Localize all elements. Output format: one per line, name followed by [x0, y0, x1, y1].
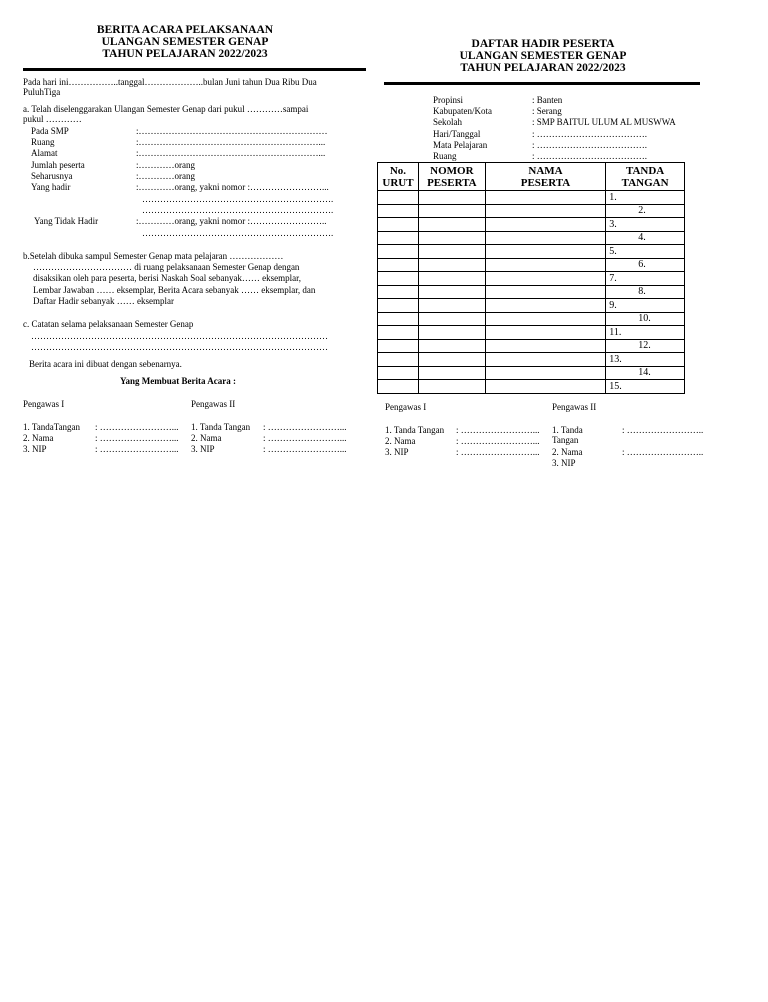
no-urut-cell [378, 366, 419, 380]
section-b-text: disaksikan oleh para peserta, berisi Naskah Soal sebanyak…… eksemplar, [33, 273, 302, 283]
nomor-peserta-cell [418, 218, 485, 232]
closing-statement: Berita acara ini dibuat dengan sebenarnya. [29, 359, 182, 369]
pengawas-title: Pengawas II [191, 399, 236, 409]
field-label: Yang hadir [31, 182, 71, 192]
table-row [378, 326, 685, 340]
nama-peserta-cell [485, 285, 605, 299]
name-field: : ……………………... [456, 436, 540, 446]
header-text: PESERTA [427, 176, 477, 189]
tanda-tangan-cell[interactable]: 7. [606, 272, 685, 286]
attendance-table [377, 162, 685, 394]
section-b-text: Daftar Hadir sebanyak …… eksemplar [33, 296, 174, 306]
title-divider [384, 82, 700, 85]
name-label: 2. Nama [552, 447, 583, 457]
section-a-text: pukul ………… [23, 114, 82, 124]
nomor-peserta-cell [418, 245, 485, 259]
tanda-tangan-cell[interactable]: 13. [606, 353, 685, 367]
title-divider [23, 68, 366, 71]
section-b-text: b.Setelah dibuka sampul Semester Genap mata pelajaran ……………… [23, 251, 284, 261]
nomor-peserta-cell [418, 366, 485, 380]
signers-heading: Yang Membuat Berita Acara : [120, 376, 236, 386]
tanda-tangan-cell[interactable]: 4. [606, 231, 685, 245]
tanda-tangan-cell[interactable]: 2. [606, 204, 685, 218]
tanda-tangan-cell[interactable]: 8. [606, 285, 685, 299]
nama-peserta-cell [485, 245, 605, 259]
nomor-peserta-cell [418, 204, 485, 218]
nama-peserta-cell [485, 299, 605, 313]
no-urut-cell [378, 204, 419, 218]
title-line: TAHUN PELAJARAN 2022/2023 [460, 62, 626, 74]
header-text: NOMOR [430, 164, 474, 177]
nomor-peserta-cell [418, 191, 485, 205]
info-value: : Banten [532, 95, 563, 105]
pengawas-title: Pengawas II [552, 402, 597, 412]
table-row [378, 191, 685, 205]
title-line: ULANGAN SEMESTER GENAP [101, 36, 269, 48]
table-row [378, 380, 685, 394]
nama-peserta-cell [485, 339, 605, 353]
no-urut-cell [378, 299, 419, 313]
signature-field: : ……………………... [456, 425, 540, 435]
signature-label: 1. Tanda [552, 425, 583, 435]
nomor-peserta-cell [418, 353, 485, 367]
field-value: :……………………………………………………... [136, 148, 326, 158]
header-nomor-peserta [418, 163, 485, 191]
section-b-text: Lembar Jawaban …… eksemplar, Berita Acara sebanyak …… eksemplar, dan [33, 285, 316, 295]
nama-peserta-cell [485, 326, 605, 340]
table-row [378, 258, 685, 272]
field-value: :……………………………………………………… [136, 126, 328, 136]
signature-label: Tangan [552, 435, 579, 445]
no-urut-cell [378, 285, 419, 299]
table-row [378, 299, 685, 313]
table-row [378, 312, 685, 326]
signature-field: : ……………………... [95, 422, 179, 432]
name-field: : ……………………... [95, 433, 179, 443]
name-label: 2. Nama [385, 436, 416, 446]
header-text: PESERTA [520, 176, 571, 189]
nomor-peserta-cell [418, 326, 485, 340]
field-value: :……………………………………………………... [136, 137, 326, 147]
signature-label: 1. Tanda Tangan [191, 422, 251, 432]
info-label: Sekolah [433, 117, 462, 127]
field-continuation: ………………………………………………………. [142, 228, 334, 238]
tanda-tangan-cell[interactable]: 11. [606, 326, 685, 340]
tanda-tangan-cell[interactable]: 5. [606, 245, 685, 259]
nip-label: 3. NIP [191, 444, 215, 454]
name-field: : ……………………... [263, 433, 347, 443]
nama-peserta-cell [485, 231, 605, 245]
table-row [378, 218, 685, 232]
nomor-peserta-cell [418, 258, 485, 272]
nip-label: 3. NIP [23, 444, 47, 454]
nip-label: 3. NIP [385, 447, 409, 457]
table-row [378, 245, 685, 259]
pengawas-title: Pengawas I [385, 402, 427, 412]
signature-field: : …………………….. [622, 425, 704, 435]
nama-peserta-cell [485, 218, 605, 232]
title-line: TAHUN PELAJARAN 2022/2023 [102, 48, 268, 60]
nama-peserta-cell [485, 366, 605, 380]
header-text: TANGAN [621, 176, 669, 189]
info-value: : ………………………………. [532, 129, 648, 139]
tanda-tangan-cell[interactable]: 15. [606, 380, 685, 394]
header-no-urut [378, 163, 419, 191]
field-label: Alamat [31, 148, 58, 158]
nomor-peserta-cell [418, 299, 485, 313]
section-a-text: a. Telah diselenggarakan Ulangan Semester Genap dari pukul …………sampai [23, 104, 309, 114]
nama-peserta-cell [485, 353, 605, 367]
title-line: DAFTAR HADIR PESERTA [471, 38, 615, 50]
nomor-peserta-cell [418, 231, 485, 245]
nip-field: : ……………………... [456, 447, 540, 457]
nama-peserta-cell [485, 204, 605, 218]
nama-peserta-cell [485, 258, 605, 272]
no-urut-cell [378, 245, 419, 259]
section-c-text: c. Catatan selama pelaksanaan Semester Genap [23, 319, 194, 329]
nomor-peserta-cell [418, 339, 485, 353]
no-urut-cell [378, 339, 419, 353]
tanda-tangan-cell[interactable]: 14. [606, 366, 685, 380]
section-b-text: …………………………… di ruang pelaksanaan Semester Genap dengan [33, 262, 300, 272]
title-line: ULANGAN SEMESTER GENAP [459, 50, 627, 62]
nama-peserta-cell [485, 312, 605, 326]
nomor-peserta-cell [418, 285, 485, 299]
tanda-tangan-cell[interactable]: 9. [606, 299, 685, 313]
table-row [378, 285, 685, 299]
header-tanda-tangan [606, 163, 685, 191]
header-text: URUT [382, 176, 414, 189]
nip-field: : ……………………... [263, 444, 347, 454]
no-urut-cell [378, 218, 419, 232]
signature-label: 1. TandaTangan [23, 422, 81, 432]
nama-peserta-cell [485, 272, 605, 286]
daftar-hadir-title [418, 38, 668, 74]
table-row [378, 366, 685, 380]
field-label: Pada SMP [31, 126, 69, 136]
notes-line: ……………………………………………………………………………………… [31, 342, 328, 352]
field-value: :…………orang, yakni nomor :…………………….. [136, 216, 327, 226]
intro-text: Pada hari ini……………..tanggal………………..bulan Juni tahun Dua Ribu Dua [23, 77, 317, 87]
info-label: Kabupaten/Kota [433, 106, 492, 116]
no-urut-cell [378, 272, 419, 286]
no-urut-cell [378, 258, 419, 272]
no-urut-cell [378, 326, 419, 340]
attendance-table-body [378, 191, 685, 394]
intro-text: PuluhTiga [23, 87, 61, 97]
header-text: TANDA [625, 164, 665, 177]
info-label: Hari/Tanggal [433, 129, 481, 139]
info-label: Ruang [433, 151, 457, 161]
berita-acara-title [60, 24, 310, 60]
notes-line: ……………………………………………………………………………………… [31, 331, 328, 341]
tanda-tangan-cell[interactable]: 1. [606, 191, 685, 205]
info-value: : ………………………………. [532, 140, 648, 150]
name-field: : …………………….. [622, 447, 704, 457]
table-header-row [378, 163, 685, 191]
info-value: : Serang [532, 106, 562, 116]
signature-label: 1. Tanda Tangan [385, 425, 445, 435]
table-row [378, 339, 685, 353]
header-text: No. [389, 164, 407, 177]
header-nama-peserta [485, 163, 605, 191]
signature-field: : ……………………... [263, 422, 347, 432]
name-label: 2. Nama [191, 433, 222, 443]
field-continuation: ………………………………………………………. [142, 205, 334, 215]
field-value: :…………orang [136, 160, 195, 170]
field-label: Jumlah peserta [31, 160, 85, 170]
nip-label: 3. NIP [552, 458, 576, 468]
name-label: 2. Nama [23, 433, 54, 443]
no-urut-cell [378, 312, 419, 326]
nama-peserta-cell [485, 191, 605, 205]
info-label: Propinsi [433, 95, 464, 105]
nama-peserta-cell [485, 380, 605, 394]
nomor-peserta-cell [418, 312, 485, 326]
no-urut-cell [378, 380, 419, 394]
tanda-tangan-cell[interactable]: 12. [606, 339, 685, 353]
field-value: :…………orang, yakni nomor :……………………... [136, 182, 329, 192]
nip-field: : ……………………... [95, 444, 179, 454]
no-urut-cell [378, 191, 419, 205]
field-label: Ruang [31, 137, 55, 147]
header-text: NAMA [528, 164, 563, 177]
table-row [378, 231, 685, 245]
tanda-tangan-cell[interactable]: 6. [606, 258, 685, 272]
info-value: : ………………………………. [532, 151, 648, 161]
pengawas-title: Pengawas I [23, 399, 65, 409]
nomor-peserta-cell [418, 272, 485, 286]
table-row [378, 204, 685, 218]
nomor-peserta-cell [418, 380, 485, 394]
field-continuation: ………………………………………………………. [142, 194, 334, 204]
tanda-tangan-cell[interactable]: 10. [606, 312, 685, 326]
info-value: : SMP BAITUL ULUM AL MUSWWA [532, 117, 676, 127]
title-line: BERITA ACARA PELAKSANAAN [96, 24, 274, 36]
table-row [378, 272, 685, 286]
field-label: Seharusnya [31, 171, 73, 181]
no-urut-cell [378, 231, 419, 245]
tanda-tangan-cell[interactable]: 3. [606, 218, 685, 232]
no-urut-cell [378, 353, 419, 367]
table-row [378, 353, 685, 367]
info-label: Mata Pelajaran [433, 140, 488, 150]
field-value: :…………orang [136, 171, 195, 181]
field-label: Yang Tidak Hadir [34, 216, 99, 226]
